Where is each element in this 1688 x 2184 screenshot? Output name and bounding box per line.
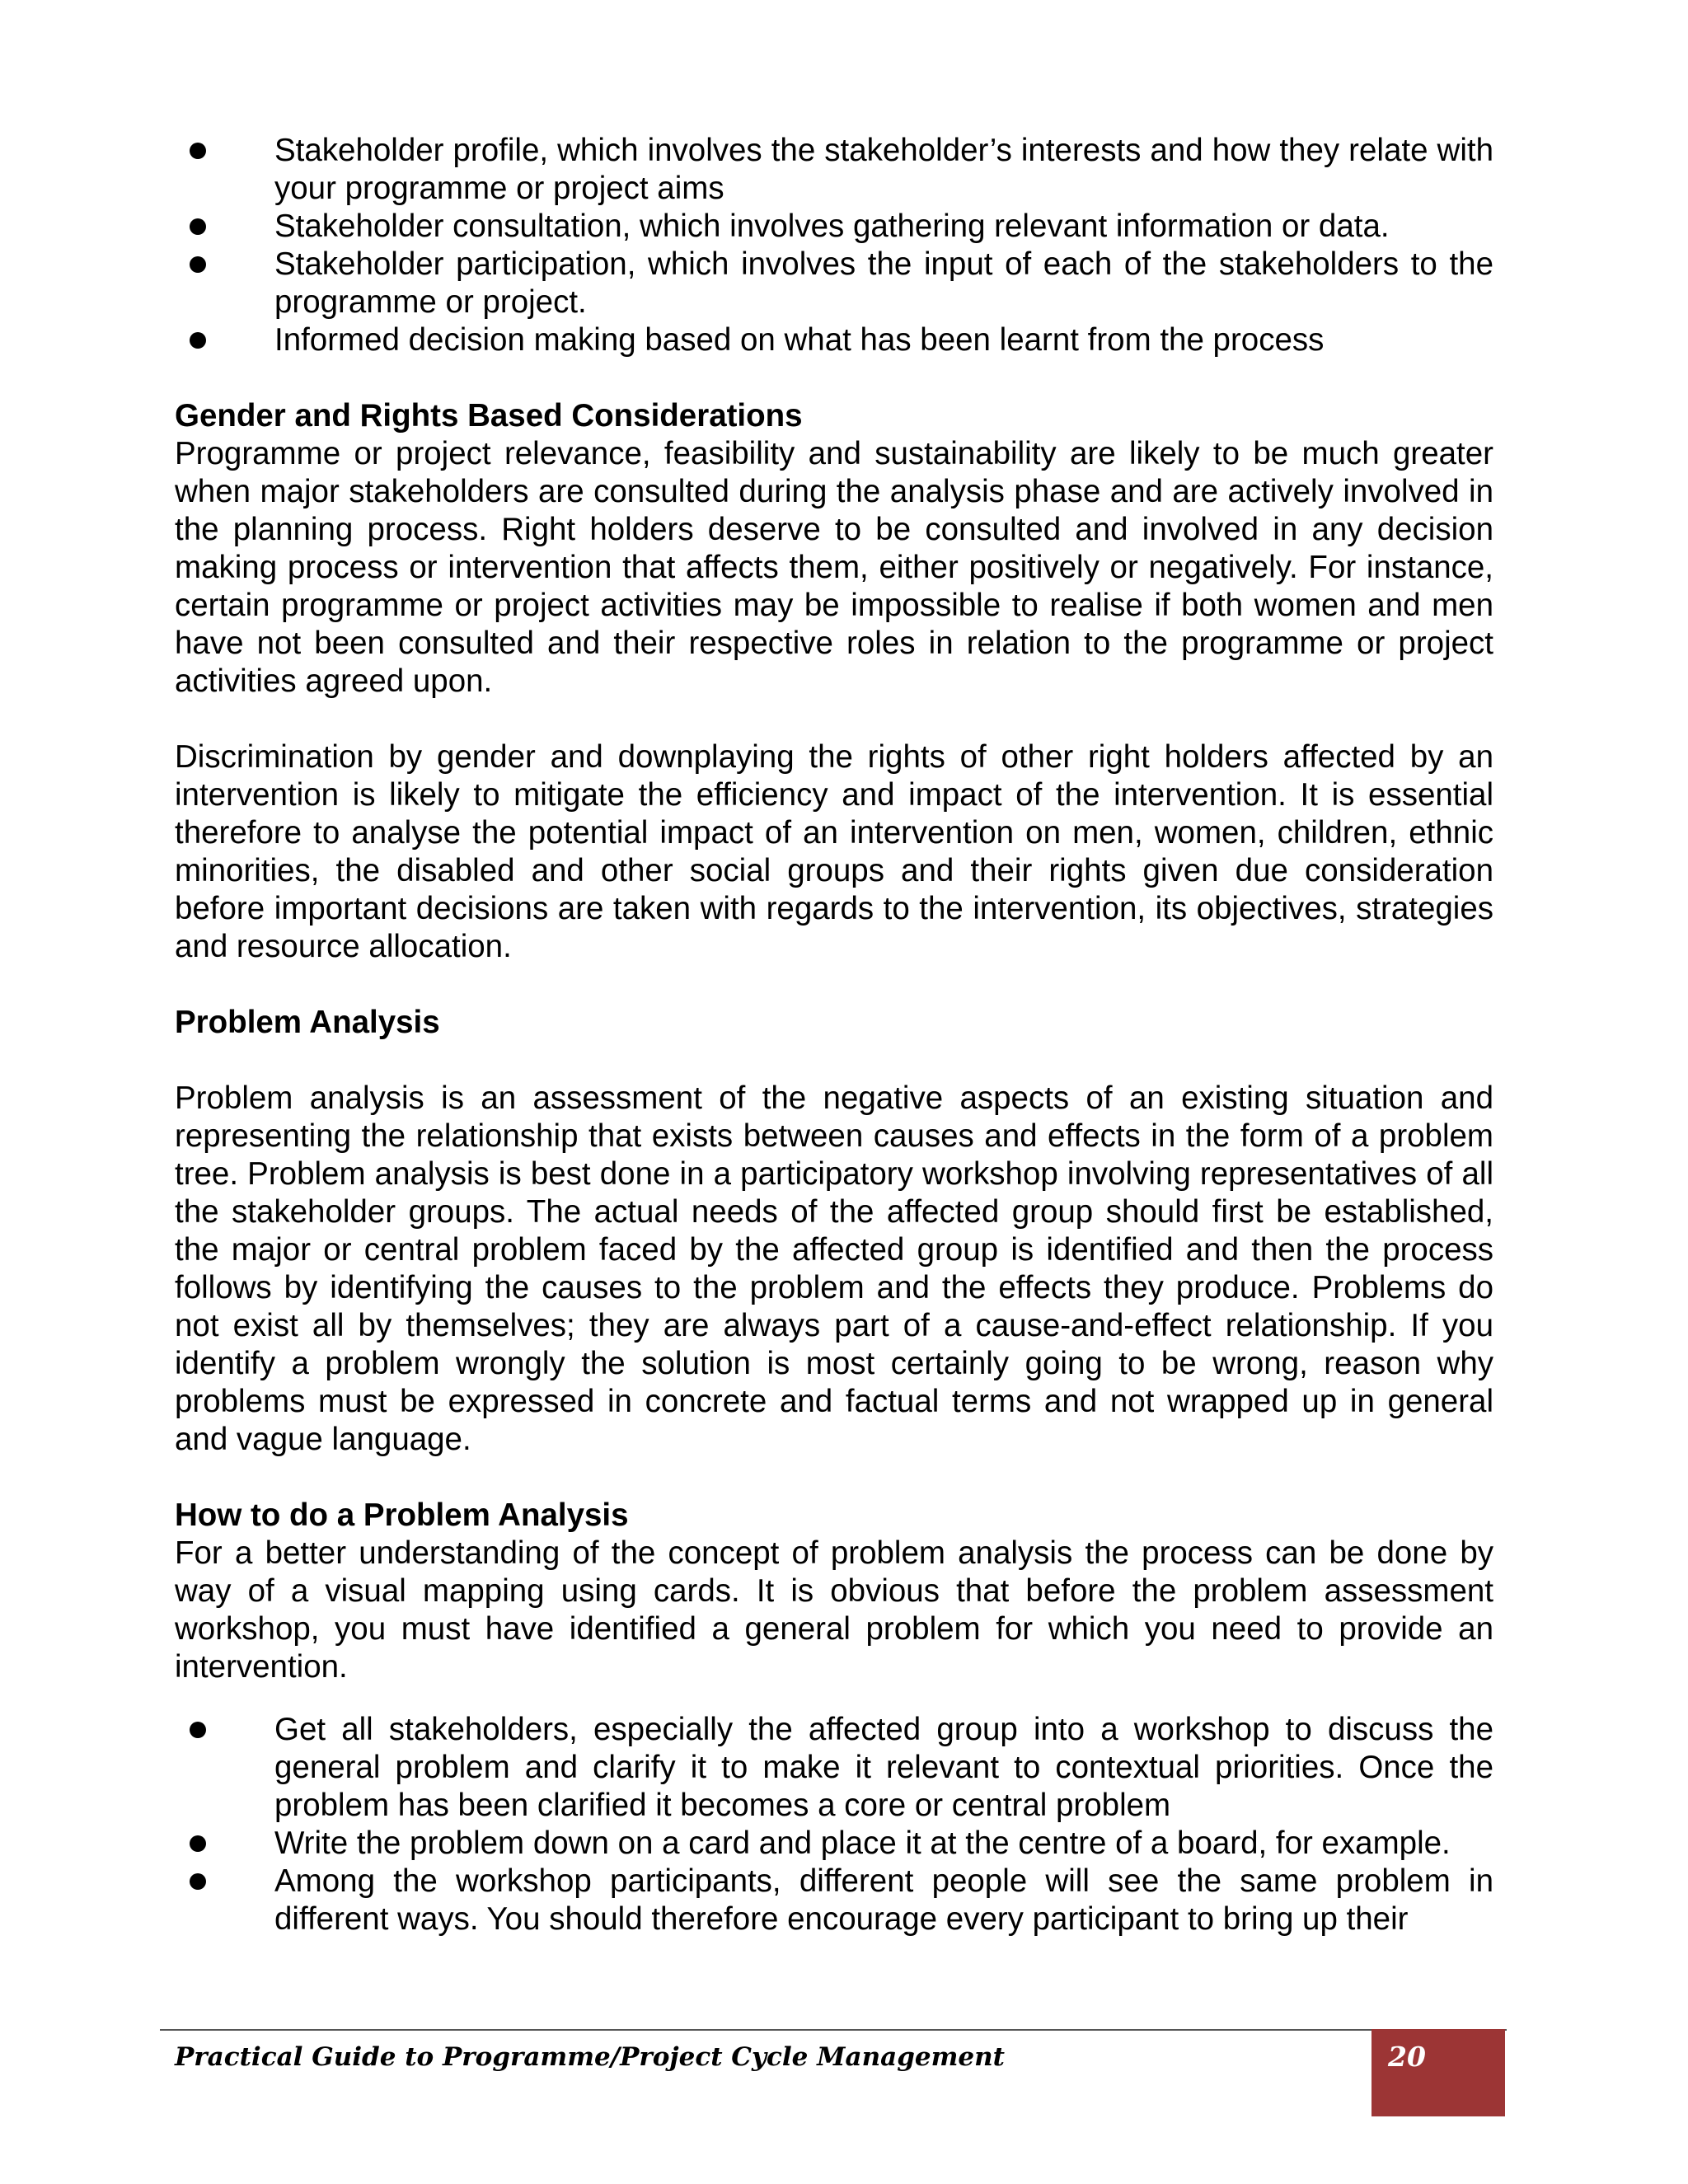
gender-paragraph-1: Programme or project relevance, feasibility and sustainability are likely to be much greater when major stakeholders are consulted during the analysis phase and are actively involved in the planning process. Right holders deserve to be consulted and involved in any decision making process or intervention that affects them, either positively or negatively. For instance, certain programme or project activities may be impossible to realise if both women and men have not been consulted and their respective roles in relation to the programme or project activities agreed upon. <box>175 436 1493 699</box>
list-item: Informed decision making based on what has been learnt from the process <box>274 321 1493 359</box>
bullet-icon <box>190 1722 206 1738</box>
bullet-icon <box>190 143 206 159</box>
bullet-icon <box>190 218 206 235</box>
list-item: Get all stakeholders, especially the affected group into a workshop to discuss the general problem and clarify it to make it relevant to contextual priorities. Once the problem has been clarified it becomes a core or central problem <box>274 1711 1493 1825</box>
bullet-icon <box>190 1873 206 1890</box>
list-item: Stakeholder profile, which involves the stakeholder’s interests and how they relate with your programme or project aims <box>274 132 1493 208</box>
bullet-icon <box>190 332 206 349</box>
section-heading-problem-analysis: Problem Analysis <box>175 1005 440 1040</box>
problem-analysis-paragraph: Problem analysis is an assessment of the negative aspects of an existing situation and representing the relationship that exists between causes and effects in the form of a problem tree. Problem analysis is best done in a participatory workshop involving representatives of all the stakeholder groups. The actual needs of the affected group should first be established, the major or central problem faced by the affected group is identified and then the process follows by identifying the causes to the problem and the effects they produce. Problems do not exist all by themselves; they are always part of a cause-and-effect relationship. If you identify a problem wrongly the solution is most certainly going to be wrong, reason why problems must be expressed in concrete and factual terms and not wrapped up in general and vague language. <box>175 1080 1493 1457</box>
bullet-icon <box>190 1835 206 1852</box>
list-item: Among the workshop participants, different people will see the same problem in different ways. You should therefore encourage every participant to bring up their <box>274 1863 1493 1938</box>
top-bullet-list <box>175 132 1493 359</box>
list-item: Write the problem down on a card and place it at the centre of a board, for example. <box>274 1825 1493 1863</box>
page-number: 20 <box>1388 2041 1426 2073</box>
how-to-bullet-list <box>175 1711 1493 1938</box>
gender-paragraph-2: Discrimination by gender and downplaying the rights of other right holders affected by an intervention is likely to mitigate the efficiency and impact of the intervention. It is essential therefore to analyse the potential impact of an intervention on men, women, children, ethnic minorities, the disabled and other social groups and their rights given due consideration before important decisions are taken with regards to the intervention, its objectives, strategies and resource allocation. <box>175 739 1493 964</box>
list-item: Stakeholder participation, which involves the input of each of the stakeholders to the programme or project. <box>274 246 1493 321</box>
list-item: Stakeholder consultation, which involves gathering relevant information or data. <box>274 208 1493 246</box>
page-content <box>175 132 1493 1938</box>
page-number-box <box>1372 2029 1505 2116</box>
footer-divider <box>160 2029 1507 2031</box>
how-to-paragraph: For a better understanding of the concept of problem analysis the process can be done by way of a visual mapping using cards. It is obvious that before the problem assessment workshop, you must have identified a general problem for which you need to provide an intervention. <box>175 1535 1493 1685</box>
section-heading-how-to: How to do a Problem Analysis <box>175 1497 629 1533</box>
footer-title: Practical Guide to Programme/Project Cycle Management <box>175 2042 1005 2072</box>
bullet-icon <box>190 256 206 273</box>
section-heading-gender: Gender and Rights Based Considerations <box>175 398 803 434</box>
